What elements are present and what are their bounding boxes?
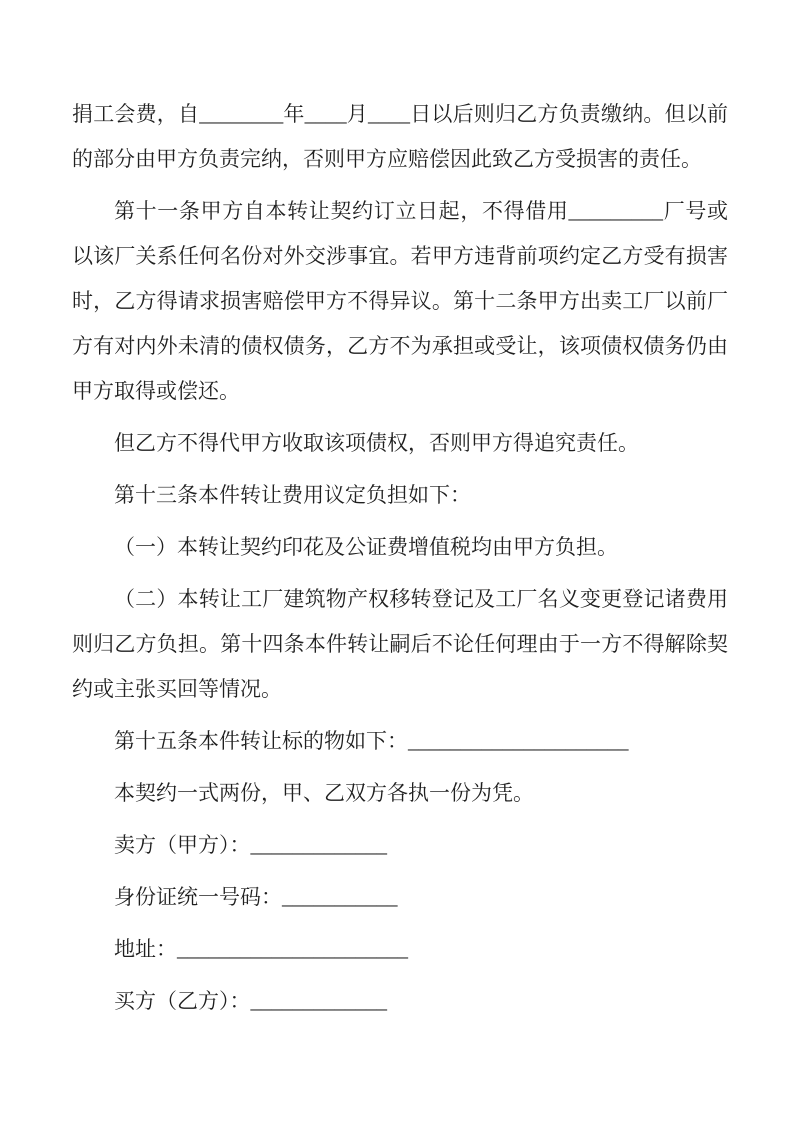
paragraph-copies-statement: 本契约一式两份，甲、乙双方各执一份为凭。 [114, 781, 534, 805]
paragraph-seller-signature-line: 卖方（甲方）：_____________ [114, 833, 387, 857]
paragraph-clause-11-and-12: 第十一条甲方自本转让契约订立日起，不得借用_________厂号或以该厂关系任何名份对外交涉事宜。若甲方违背前项约定乙方受有损害时，乙方得请求损害赔偿甲方不得异议。第十二条甲方出卖工厂以前厂方有对内外未清的债权债务，乙方不为承担或受让，该项债权债务仍由甲方取得或偿还。 [72, 199, 728, 403]
paragraph-clause-debt-collection: 但乙方不得代甲方收取该项债权，否则甲方得追究责任。 [114, 431, 639, 455]
paragraph-clause-13-item-1: （一）本转让契约印花及公证费增值税均由甲方负担。 [114, 535, 618, 559]
paragraph-buyer-signature-line: 买方（乙方）：_____________ [114, 989, 387, 1013]
paragraph-clause-15-subject-matter: 第十五条本件转让标的物如下：_____________________ [114, 729, 629, 753]
paragraph-seller-id-number-line: 身份证统一号码：___________ [114, 885, 398, 909]
paragraph-clause-union-fee-continuation: 捐工会费，自________年____月____日以后则归乙方负责缴纳。但以前的部分由甲方负责完纳，否则甲方应赔偿因此致乙方受损害的责任。 [72, 102, 728, 171]
paragraph-seller-address-line: 地址：______________________ [114, 937, 408, 961]
paragraph-clause-13-heading: 第十三条本件转让费用议定负担如下： [114, 483, 471, 507]
paragraph-clause-13-item-2-and-14: （二）本转让工厂建筑物产权移转登记及工厂名义变更登记诸费用则归乙方负担。第十四条本件转让嗣后不论任何理由于一方不得解除契约或主张买回等情况。 [72, 587, 728, 701]
